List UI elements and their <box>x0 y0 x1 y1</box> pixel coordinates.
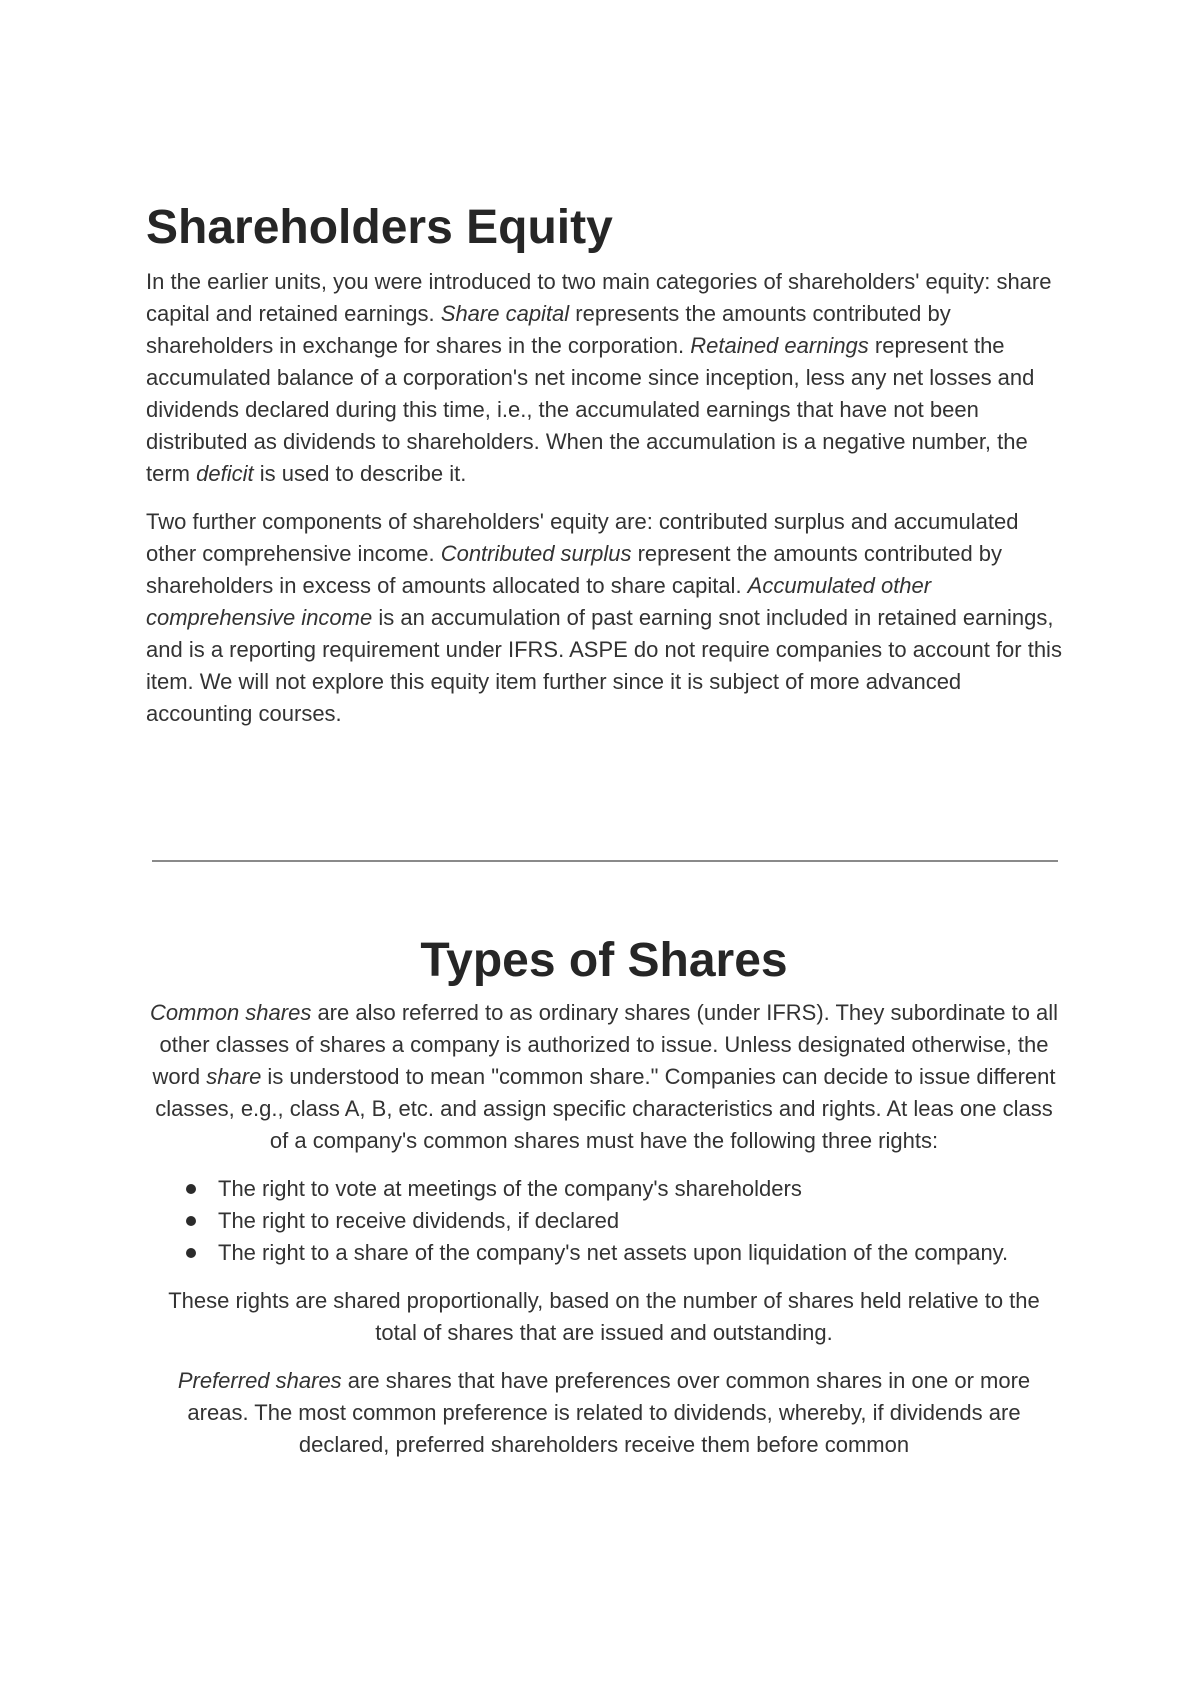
emphasis-term: share <box>206 1064 262 1089</box>
emphasis-term: Contributed surplus <box>440 541 632 566</box>
list-item: The right to receive dividends, if declared <box>182 1205 1060 1237</box>
emphasis-term: Retained earnings <box>690 333 869 358</box>
list-item: The right to a share of the company's net assets upon liquidation of the company. <box>182 1237 1060 1269</box>
emphasis-term: Preferred shares <box>177 1368 342 1393</box>
bullet-icon <box>186 1248 196 1258</box>
paragraph: Two further components of shareholders' equity are: contributed surplus and accumulated other comprehensive income. Contributed surplus represent the amounts contributed by shareholders in excess of amounts allocated to share capital. Accumulated other comprehensive income is an accumulation of past earning snot included in retained earnings, and is a reporting requirement under IFRS. ASPE do not require companies to account for this item. We will not explore this equity item further since it is subject of more advanced accounting courses. <box>146 509 1062 726</box>
emphasis-term: Share capital <box>440 301 570 326</box>
section-types-of-shares <box>148 933 1060 1461</box>
section-title: Shareholders Equity <box>146 201 613 254</box>
section-shareholders-equity <box>146 200 1066 730</box>
horizontal-divider <box>152 860 1058 862</box>
paragraph: In the earlier units, you were introduced to two main categories of shareholders' equity: share capital and retained earnings. Share capital represents the amounts contributed by shareholders in exchange for shares in the corporation. Retained earnings represent the accumulated balance of a corporation's net income since inception, less any net losses and dividends declared during this time, i.e., the accumulated earnings that have not been distributed as dividends to shareholders. When the accumulation is a negative number, the term deficit is used to describe it. <box>146 269 1052 486</box>
emphasis-term: Common shares <box>149 1000 312 1025</box>
section-title: Types of Shares <box>420 934 788 987</box>
paragraph: These rights are shared proportionally, based on the number of shares held relative to the total of shares that are issued and outstanding. <box>168 1288 1040 1345</box>
bullet-icon <box>186 1216 196 1226</box>
emphasis-term: deficit <box>196 461 254 486</box>
list-item: The right to vote at meetings of the company's shareholders <box>182 1173 1060 1205</box>
emphasis-term: Accumulated other comprehensive income <box>146 573 932 630</box>
paragraph: Common shares are also referred to as ordinary shares (under IFRS). They subordinate to all other classes of shares a company is authorized to issue. Unless designated otherwise, the word share is understood to mean "common share." Companies can decide to issue different classes, e.g., class A, B, etc. and assign specific characteristics and rights. At leas one class of a company's common shares must have the following three rights: <box>149 1000 1059 1153</box>
rights-list <box>148 1173 1060 1269</box>
bullet-icon <box>186 1184 196 1194</box>
paragraph: Preferred shares are shares that have preferences over common shares in one or more areas. The most common preference is related to dividends, whereby, if dividends are declared, preferred shareholders receive them before common <box>177 1368 1031 1457</box>
